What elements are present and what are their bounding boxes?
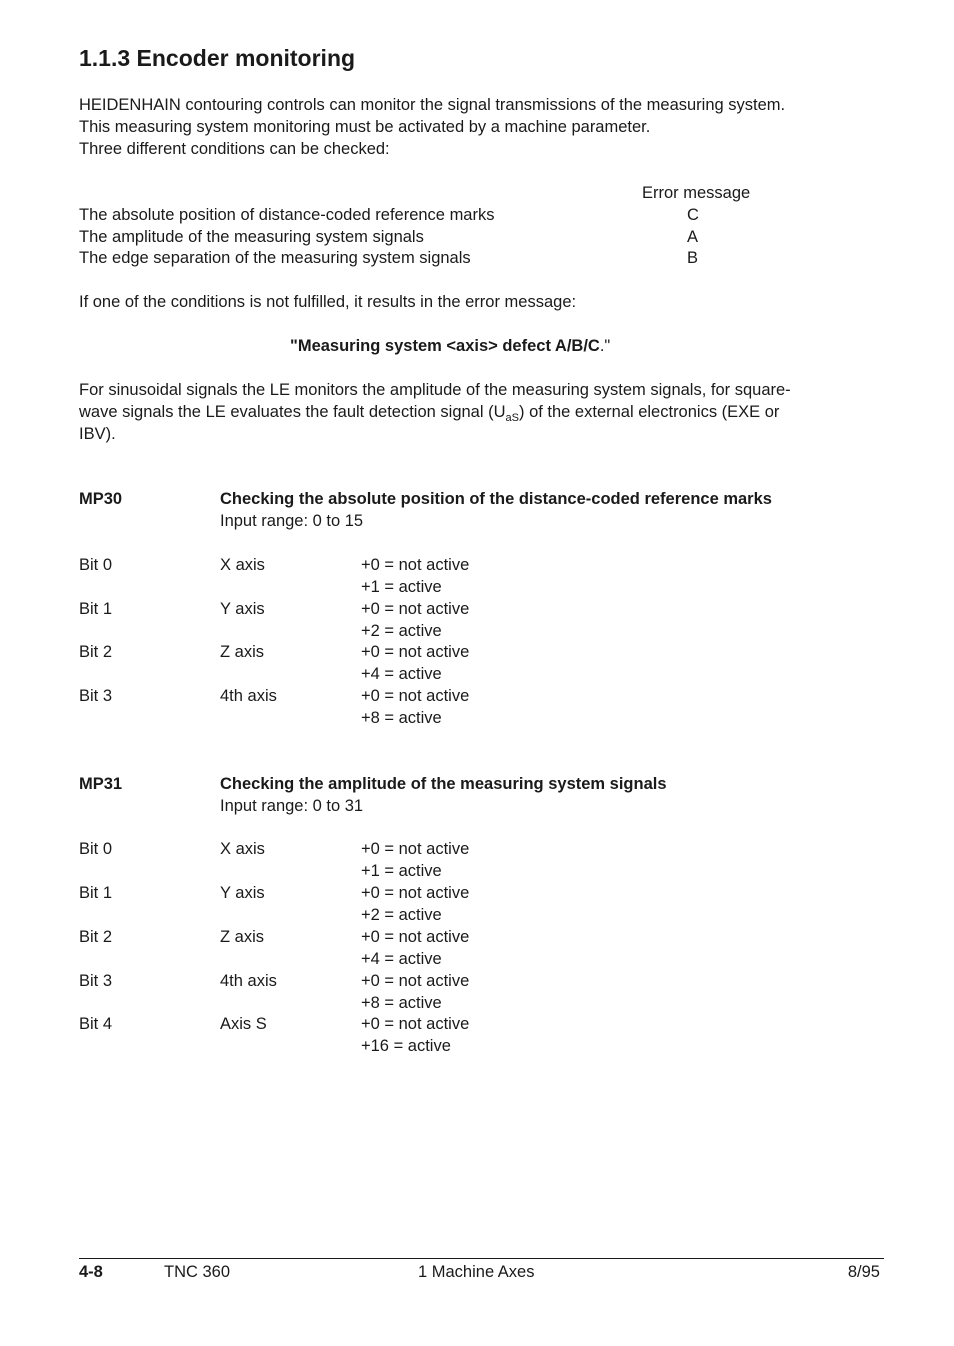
bit-axis: Y axis bbox=[220, 884, 265, 902]
bit-label: Bit 3 bbox=[79, 972, 113, 990]
sinus-line-2-pre: wave signals the LE evaluates the fault detection signal (U bbox=[79, 403, 506, 421]
footer-chapter: 1 Machine Axes bbox=[418, 1263, 535, 1281]
mp31-title: Checking the amplitude of the measuring system signals bbox=[220, 775, 667, 793]
mp31-id: MP31 bbox=[79, 775, 123, 793]
bit-on: +8 = active bbox=[361, 994, 442, 1012]
error-close: ." bbox=[599, 337, 611, 355]
bit-off: +0 = not active bbox=[361, 972, 470, 990]
bit-label: Bit 4 bbox=[79, 1015, 113, 1033]
condition-code: B bbox=[687, 249, 699, 267]
condition-text: The absolute position of distance-coded reference marks bbox=[79, 206, 495, 224]
bit-off: +0 = not active bbox=[361, 884, 470, 902]
error-message-header: Error message bbox=[642, 184, 751, 202]
bit-label: Bit 0 bbox=[79, 840, 113, 858]
intro-line-3: Three different conditions can be checked: bbox=[79, 140, 390, 158]
footer-date: 8/95 bbox=[847, 1263, 880, 1281]
bit-off: +0 = not active bbox=[361, 1015, 470, 1033]
bit-axis: Z axis bbox=[220, 928, 265, 946]
bit-label: Bit 0 bbox=[79, 556, 113, 574]
sinus-line-2-post: ) of the external electronics (EXE or bbox=[518, 403, 780, 421]
bit-off: +0 = not active bbox=[361, 840, 470, 858]
bit-axis: X axis bbox=[220, 556, 265, 574]
sinus-subscript: aS bbox=[505, 412, 519, 424]
condition-code: A bbox=[687, 228, 699, 246]
error-message-text: Measuring system <axis> defect A/B/C bbox=[297, 337, 600, 355]
bit-axis: Z axis bbox=[220, 643, 265, 661]
condition-code: C bbox=[687, 206, 699, 224]
bit-axis: Y axis bbox=[220, 600, 265, 618]
mp30-range: Input range: 0 to 15 bbox=[220, 512, 364, 530]
condition-text: The edge separation of the measuring system signals bbox=[79, 249, 471, 267]
mp31-range: Input range: 0 to 31 bbox=[220, 797, 364, 815]
bit-on: +8 = active bbox=[361, 709, 442, 727]
bit-on: +1 = active bbox=[361, 578, 442, 596]
bit-on: +2 = active bbox=[361, 622, 442, 640]
footer-page-number: 4-8 bbox=[79, 1263, 103, 1281]
error-message-line bbox=[290, 335, 610, 357]
sinus-line-3: IBV). bbox=[79, 425, 116, 443]
bit-on: +2 = active bbox=[361, 906, 442, 924]
result-line: If one of the conditions is not fulfilled, it results in the error message: bbox=[79, 293, 577, 311]
bit-off: +0 = not active bbox=[361, 643, 470, 661]
bit-label: Bit 2 bbox=[79, 928, 113, 946]
bit-on: +1 = active bbox=[361, 862, 442, 880]
bit-off: +0 = not active bbox=[361, 928, 470, 946]
bit-label: Bit 1 bbox=[79, 600, 113, 618]
bit-off: +0 = not active bbox=[361, 600, 470, 618]
bit-label: Bit 1 bbox=[79, 884, 113, 902]
bit-axis: 4th axis bbox=[220, 972, 277, 990]
bit-axis: 4th axis bbox=[220, 687, 277, 705]
mp30-title: Checking the absolute position of the distance-coded reference marks bbox=[220, 490, 772, 508]
bit-off: +0 = not active bbox=[361, 687, 470, 705]
sinus-line-1: For sinusoidal signals the LE monitors the amplitude of the measuring system signals, for square- bbox=[79, 381, 791, 399]
bit-label: Bit 3 bbox=[79, 687, 113, 705]
bit-label: Bit 2 bbox=[79, 643, 113, 661]
intro-line-2: This measuring system monitoring must be activated by a machine parameter. bbox=[79, 118, 651, 136]
bit-on: +16 = active bbox=[361, 1037, 451, 1055]
sinus-line-2 bbox=[79, 401, 779, 429]
footer-product: TNC 360 bbox=[164, 1263, 231, 1281]
bit-axis: X axis bbox=[220, 840, 265, 858]
error-open-quote: " bbox=[290, 337, 298, 355]
footer-rule bbox=[79, 1258, 884, 1259]
bit-on: +4 = active bbox=[361, 950, 442, 968]
bit-on: +4 = active bbox=[361, 665, 442, 683]
mp30-id: MP30 bbox=[79, 490, 123, 508]
bit-off: +0 = not active bbox=[361, 556, 470, 574]
intro-line-1: HEIDENHAIN contouring controls can monitor the signal transmissions of the measuring system. bbox=[79, 96, 786, 114]
section-heading: 1.1.3 Encoder monitoring bbox=[79, 45, 356, 71]
condition-text: The amplitude of the measuring system signals bbox=[79, 228, 424, 246]
bit-axis: Axis S bbox=[220, 1015, 267, 1033]
